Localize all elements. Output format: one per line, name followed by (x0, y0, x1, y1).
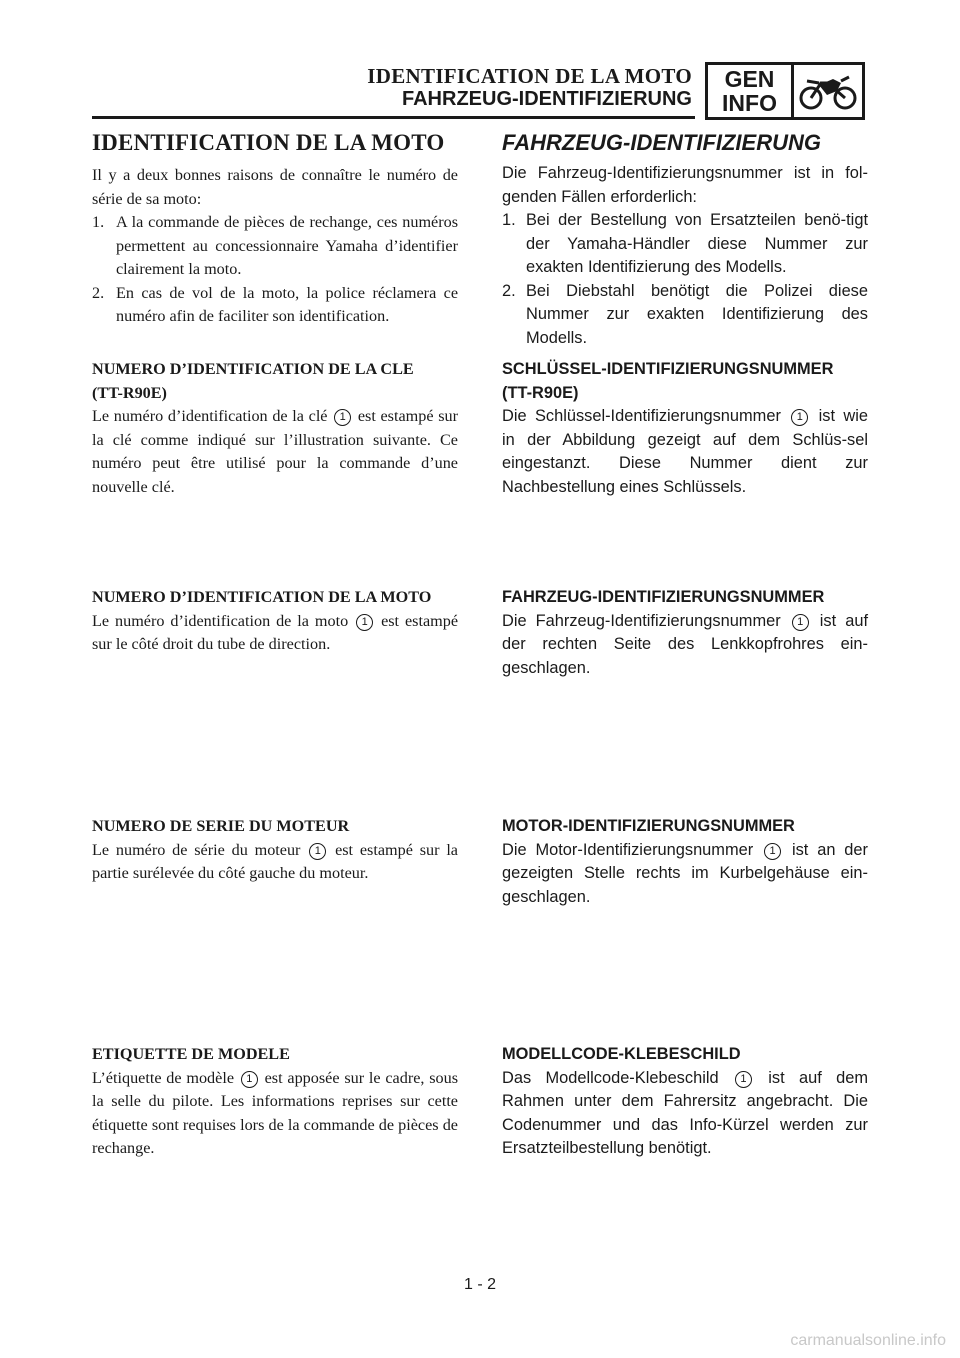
callout-1: 1 (309, 843, 326, 860)
key-title-fr: NUMERO D’IDENTIFICATION DE LA CLE (92, 360, 414, 378)
label-section-fr (92, 1043, 458, 1161)
callout-1: 1 (735, 1071, 752, 1088)
callout-1: 1 (764, 843, 781, 860)
engine-title-fr: NUMERO DE SERIE DU MOTEUR (92, 817, 350, 835)
callout-1: 1 (334, 409, 351, 426)
key-model-de: (TT-R90E) (502, 383, 579, 402)
key-text-de: Die Schlüssel-Identifizierungsnummer 1 ist wie in der Abbildung gezeigt auf dem Schlüs-sel eingestanzt. Diese Nummer dient zur Nachbestellung eines Schlüssels. (502, 407, 868, 496)
badge-label (708, 65, 794, 117)
vehicle-section-fr (92, 586, 458, 657)
reasons-list-fr (92, 211, 458, 329)
callout-1: 1 (792, 614, 809, 631)
label-text-fr: L’étiquette de modèle 1 est apposée sur le cadre, sous la selle du pilote. Les informations reprises sur cette étiquette sont requises lors de la commande de pièces de rechange. (92, 1068, 459, 1157)
engine-section-fr (92, 815, 458, 886)
badge-line-1: GEN (724, 66, 775, 92)
section-badge (705, 62, 865, 120)
header-title-de: FAHRZEUG-IDENTIFIZIERUNG (402, 88, 692, 110)
list-item: 1. Bei der Bestellung von Ersatzteilen benö-tigt der Yamaha-Händler diese Nummer zur exakten Identifizierung des Modells. (502, 211, 868, 276)
engine-title-de: MOTOR-IDENTIFIZIERUNGSNUMMER (502, 817, 795, 835)
vehicle-title-de: FAHRZEUG-IDENTIFIZIERUNGSNUMMER (502, 588, 825, 606)
list-item: 2. Bei Diebstahl benötigt die Polizei diese Nummer zur exakten Identifizierung des Modells. (502, 281, 868, 347)
key-model-fr: (TT-R90E) (92, 383, 167, 402)
reasons-list-de (502, 209, 868, 350)
callout-1: 1 (356, 614, 373, 631)
intro-de: Die Fahrzeug-Identifizierungsnummer ist in fol-genden Fällen erforderlich: (502, 164, 868, 206)
vehicle-section-de (502, 586, 868, 680)
label-text-de: Das Modellcode-Klebeschild 1 ist auf dem Rahmen unter dem Fahrersitz angebracht. Die Codenummer und das Info-Kürzel werden zur Ersatzteilbestellung benötigt. (502, 1068, 869, 1157)
list-item: 2. En cas de vol de la moto, la police réclamera ce numéro afin de faciliter son identification. (92, 283, 458, 325)
header-rule (92, 116, 695, 119)
key-text-fr: Le numéro d’identification de la clé 1 est estampé sur la clé comme indiqué sur l’illustration suivante. Ce numéro peut être utilisé pour la commande d’une nouvelle clé. (92, 407, 458, 496)
watermark: carmanualsonline.info (790, 1332, 946, 1349)
vehicle-title-fr: NUMERO D’IDENTIFICATION DE LA MOTO (92, 588, 432, 606)
heading-de: FAHRZEUG-IDENTIFIZIERUNG (502, 130, 821, 155)
engine-text-fr: Le numéro de série du moteur 1 est estampé sur la partie surélevée du côté gauche du moteur. (92, 840, 458, 882)
key-section-fr (92, 358, 458, 499)
vehicle-text-fr: Le numéro d’identification de la moto 1 est estampé sur le côté droit du tube de direction. (92, 611, 459, 653)
label-title-de: MODELLCODE-KLEBESCHILD (502, 1045, 741, 1063)
callout-1: 1 (241, 1071, 258, 1088)
key-section-de (502, 358, 868, 499)
label-title-fr: ETIQUETTE DE MODELE (92, 1045, 290, 1063)
page-number: 1 - 2 (463, 1276, 496, 1293)
column-de (502, 130, 868, 350)
label-section-de (502, 1043, 868, 1161)
badge-line-2: INFO (722, 90, 777, 116)
list-item: 1. A la commande de pièces de rechange, ces numéros permettent au concessionnaire Yamaha d’identifier clairement la moto. (92, 213, 458, 278)
key-title-de: SCHLÜSSEL-IDENTIFIZIERUNGSNUMMER (502, 360, 834, 378)
engine-text-de: Die Motor-Identifizierungsnummer 1 ist an der gezeigten Stelle rechts im Kurbelgehäuse ein-geschlagen. (502, 840, 868, 906)
heading-fr: IDENTIFICATION DE LA MOTO (92, 130, 445, 155)
vehicle-text-de: Die Fahrzeug-Identifizierungsnummer 1 ist auf der rechten Seite des Lenkkopfrohres ein-geschlagen. (502, 611, 868, 677)
callout-1: 1 (791, 409, 808, 426)
motorcycle-icon (794, 65, 862, 117)
header-title-fr: IDENTIFICATION DE LA MOTO (367, 64, 692, 88)
column-fr (92, 130, 458, 329)
engine-section-de (502, 815, 868, 909)
intro-fr: Il y a deux bonnes raisons de connaître le numéro de série de sa moto: (92, 166, 458, 208)
